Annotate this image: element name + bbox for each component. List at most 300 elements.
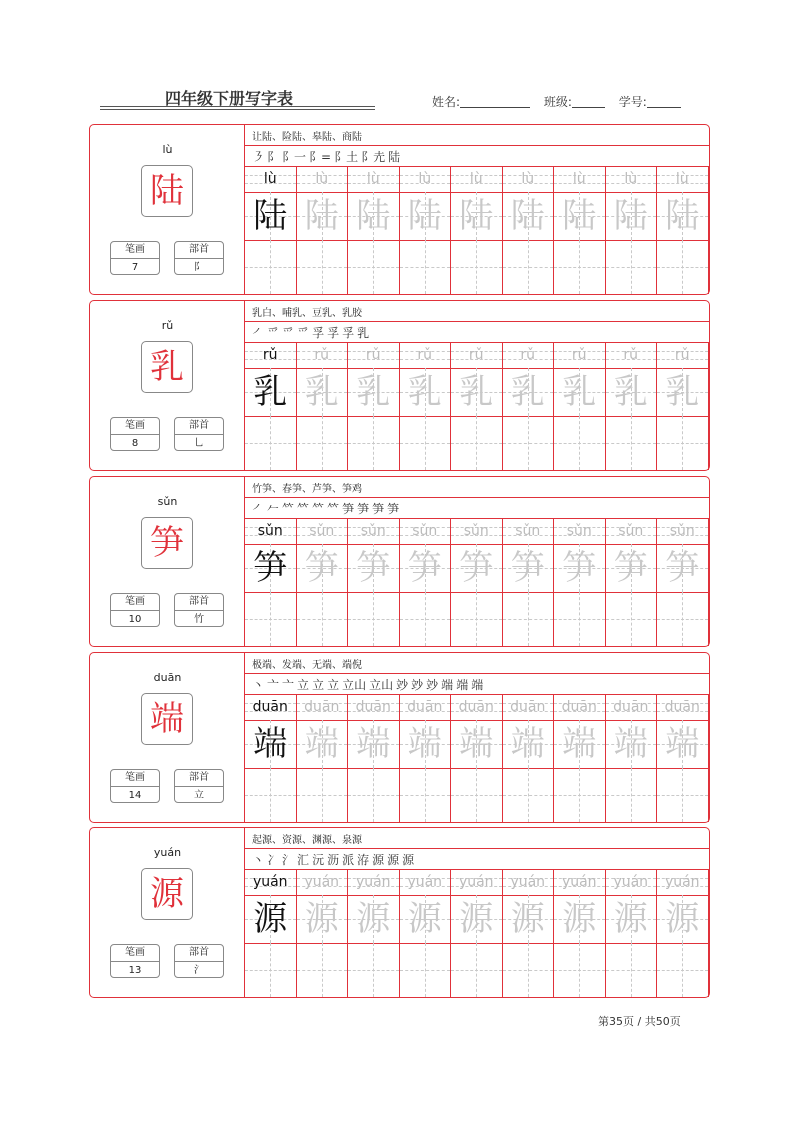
empty-writing-cell[interactable] [657,240,709,294]
radical-value: 乚 [194,438,204,449]
character-card [89,124,710,295]
character-practice-cell[interactable] [297,720,349,768]
pinyin-practice-cell[interactable] [400,167,452,192]
radical-label: 部首 [175,945,223,962]
empty-writing-cell[interactable] [554,592,606,646]
stroke-step: 𥫗 [282,502,295,516]
character-trace: 端 [407,724,442,764]
character-practice-cell[interactable] [400,720,452,768]
character-trace: 笋 [304,548,339,588]
stroke-count-label: 笔画 [111,770,159,787]
example-words: 让陆、险陆、皋陆、商陆 [252,132,362,143]
character-trace: 乳 [510,372,545,412]
pinyin-trace: rǔ [468,347,484,363]
character-box [141,868,193,920]
character-trace: 源 [356,899,391,939]
pinyin-trace: yuán [355,874,391,890]
example-words: 极端、发端、无端、端倪 [252,660,362,671]
character-pinyin: duān [153,671,182,684]
empty-writing-cell[interactable] [245,592,297,646]
character-trace: 陆 [665,196,700,236]
empty-writing-cell[interactable] [297,416,349,470]
name-field[interactable] [460,95,530,108]
stroke-step: 𥫗 [312,502,325,516]
radical-label: 部首 [175,594,223,611]
empty-writing-cell[interactable] [297,240,349,294]
character-trace: 陆 [253,196,288,236]
pinyin-practice-cell[interactable] [657,695,709,720]
pinyin-trace: rǔ [262,347,278,363]
pinyin-practice-cell[interactable] [606,695,658,720]
character-trace: 笋 [665,548,700,588]
pinyin-trace: lù [521,171,535,187]
character-practice-cell[interactable] [451,368,503,416]
pinyin-practice-cell[interactable] [297,870,349,895]
pinyin-trace: duān [304,699,340,715]
character-practice-cell[interactable] [503,720,555,768]
character-card [89,300,710,471]
empty-writing-cell[interactable] [245,240,297,294]
pinyin-practice-cell[interactable] [245,519,297,544]
empty-writing-cell[interactable] [297,943,349,997]
character-trace: 笋 [253,548,288,588]
pinyin-practice-cell[interactable] [606,167,658,192]
pinyin-trace: sǔn [566,523,592,539]
character-practice-cell[interactable] [657,895,709,943]
radical-value: 氵 [194,965,204,976]
pinyin-practice-cell[interactable] [657,343,709,368]
stroke-step: 端 [471,678,484,692]
stroke-step: 沥 [327,853,340,867]
empty-writing-cell[interactable] [451,240,503,294]
character-practice-cell[interactable] [554,544,606,592]
id-field[interactable] [647,95,681,108]
stroke-step: 源 [402,853,415,867]
character-trace: 乳 [613,372,648,412]
pinyin-practice-cell[interactable] [554,167,606,192]
name-label: 姓名: [432,95,461,109]
character-trace: 陆 [459,196,494,236]
pinyin-practice-cell[interactable] [297,519,349,544]
character-practice-cell[interactable] [245,368,297,416]
stroke-count-value: 8 [131,438,139,449]
stroke-step: 阝= [309,150,332,164]
empty-writing-cell[interactable] [554,768,606,822]
pinyin-practice-cell[interactable] [297,167,349,192]
character-box [141,341,193,393]
main-character: 乳 [150,347,184,387]
stroke-count-box [110,417,160,451]
example-words: 乳白、哺乳、豆乳、乳胶 [252,308,362,319]
character-practice-cell[interactable] [503,192,555,240]
empty-writing-cell[interactable] [297,592,349,646]
page-number: 第35页 / 共50页 [598,1015,681,1028]
stroke-step: 爫 [267,326,280,340]
empty-writing-cell[interactable] [554,240,606,294]
stroke-step: 丶 [252,678,265,692]
pinyin-trace: yuán [304,874,340,890]
radical-label: 部首 [175,418,223,435]
stroke-step: 汇 [297,853,310,867]
character-practice-cell[interactable] [657,368,709,416]
character-practice-cell[interactable] [348,895,400,943]
character-practice-cell[interactable] [503,368,555,416]
empty-writing-cell[interactable] [297,768,349,822]
pinyin-trace: yuán [510,874,546,890]
pinyin-practice-cell[interactable] [245,695,297,720]
pinyin-trace: rǔ [520,347,536,363]
pinyin-practice-cell[interactable] [245,870,297,895]
character-card [89,827,710,998]
pinyin-practice-cell[interactable] [503,343,555,368]
pinyin-practice-cell[interactable] [657,519,709,544]
pinyin-practice-cell[interactable] [606,870,658,895]
empty-writing-cell[interactable] [503,416,555,470]
empty-writing-cell[interactable] [606,943,658,997]
pinyin-practice-cell[interactable] [451,695,503,720]
character-trace: 端 [562,724,597,764]
empty-writing-cell[interactable] [245,768,297,822]
character-practice-cell[interactable] [297,895,349,943]
pinyin-trace: rǔ [417,347,433,363]
character-trace: 陆 [510,196,545,236]
empty-writing-cell[interactable] [348,943,400,997]
character-practice-cell[interactable] [245,720,297,768]
character-practice-cell[interactable] [606,368,658,416]
character-info-panel [90,301,245,470]
class-field[interactable] [572,95,605,108]
character-trace: 乳 [459,372,494,412]
character-practice-cell[interactable] [245,895,297,943]
pinyin-trace: lù [572,171,586,187]
empty-writing-cell[interactable] [657,592,709,646]
empty-writing-cell[interactable] [606,416,658,470]
empty-writing-cell[interactable] [348,768,400,822]
character-trace: 笋 [510,548,545,588]
pinyin-trace: duān [613,699,649,715]
character-practice-cell[interactable] [400,895,452,943]
character-practice-cell[interactable] [400,368,452,416]
empty-writing-cell[interactable] [245,416,297,470]
character-practice-cell[interactable] [554,368,606,416]
character-info-panel [90,125,245,294]
character-info-panel [90,653,245,822]
empty-writing-cell[interactable] [606,592,658,646]
main-character: 端 [150,699,184,739]
empty-writing-cell[interactable] [554,943,606,997]
stroke-step: 端 [456,678,469,692]
stroke-step: 孚 [342,326,355,340]
pinyin-practice-cell[interactable] [400,695,452,720]
stroke-step: 𥫗 [297,502,310,516]
stroke-step: 𠂉 [267,502,280,516]
pinyin-practice-cell[interactable] [503,519,555,544]
pinyin-practice-cell[interactable] [297,695,349,720]
pinyin-trace: yuán [252,874,288,890]
character-trace: 端 [665,724,700,764]
pinyin-practice-cell[interactable] [451,870,503,895]
character-practice-cell[interactable] [657,544,709,592]
radical-box [174,944,224,978]
empty-writing-cell[interactable] [554,416,606,470]
character-pinyin: lù [162,143,173,156]
pinyin-practice-cell[interactable] [348,343,400,368]
stroke-step: 源 [387,853,400,867]
character-practice-cell[interactable] [245,192,297,240]
stroke-count-label: 笔画 [111,242,159,259]
stroke-step: 端 [441,678,454,692]
character-trace: 陆 [356,196,391,236]
pinyin-practice-cell[interactable] [554,519,606,544]
pinyin-practice-cell[interactable] [554,695,606,720]
student-fields [432,93,691,110]
pinyin-trace: duān [510,699,546,715]
radical-label: 部首 [175,770,223,787]
pinyin-practice-cell[interactable] [503,870,555,895]
empty-writing-cell[interactable] [400,592,452,646]
character-box [141,517,193,569]
character-box [141,165,193,217]
character-practice-cell[interactable] [297,192,349,240]
pinyin-trace: duān [407,699,443,715]
id-label: 学号: [618,95,647,109]
empty-writing-cell[interactable] [606,768,658,822]
stroke-step: 立山 [369,678,394,692]
pinyin-practice-cell[interactable] [657,167,709,192]
empty-writing-cell[interactable] [606,240,658,294]
character-practice-cell[interactable] [606,720,658,768]
character-practice-cell[interactable] [400,544,452,592]
stroke-step: 源 [372,853,385,867]
stroke-step: 乳 [357,326,370,340]
stroke-step: 氵 [282,853,295,867]
character-trace: 笋 [356,548,391,588]
pinyin-practice-cell[interactable] [503,167,555,192]
stroke-count-label: 笔画 [111,594,159,611]
main-character: 陆 [150,171,184,211]
pinyin-practice-cell[interactable] [503,695,555,720]
pinyin-trace: yuán [664,874,700,890]
empty-writing-cell[interactable] [657,416,709,470]
stroke-count-value: 10 [128,614,142,625]
pinyin-practice-cell[interactable] [245,167,297,192]
pinyin-practice-cell[interactable] [348,167,400,192]
character-practice-cell[interactable] [348,368,400,416]
character-trace: 乳 [253,372,288,412]
empty-writing-cell[interactable] [348,240,400,294]
stroke-order [252,321,372,341]
character-card [89,652,710,823]
pinyin-trace: lù [675,171,689,187]
character-practice-cell[interactable] [503,544,555,592]
character-practice-cell[interactable] [503,895,555,943]
stroke-count-value: 13 [128,965,142,976]
empty-writing-cell[interactable] [451,943,503,997]
stroke-count-box [110,944,160,978]
stroke-order [252,145,403,165]
character-pinyin: rǔ [161,319,174,332]
practice-area [245,301,709,470]
character-pinyin: yuán [153,846,182,859]
pinyin-trace: yuán [613,874,649,890]
pinyin-practice-cell[interactable] [606,519,658,544]
character-info-panel [90,477,245,646]
pinyin-trace: yuán [561,874,597,890]
pinyin-trace: rǔ [623,347,639,363]
pinyin-practice-cell[interactable] [657,870,709,895]
pinyin-practice-cell[interactable] [297,343,349,368]
character-trace: 源 [613,899,648,939]
stroke-step: 阝土 [334,150,359,164]
stroke-step: 立 [297,678,310,692]
character-practice-cell[interactable] [554,720,606,768]
stroke-step: 丶 [252,853,265,867]
stroke-step: 洊 [357,853,370,867]
character-practice-cell[interactable] [606,895,658,943]
stroke-step: 竗 [426,678,439,692]
stroke-step: 笋 [387,502,400,516]
radical-value: 阝 [194,262,204,273]
pinyin-trace: lù [366,171,380,187]
worksheet-title: 四年级下册写字表 [165,89,294,108]
empty-writing-cell[interactable] [451,768,503,822]
stroke-count-label: 笔画 [111,418,159,435]
pinyin-practice-cell[interactable] [554,870,606,895]
empty-writing-cell[interactable] [657,943,709,997]
stroke-step: ㇒ [252,326,265,340]
character-trace: 端 [459,724,494,764]
pinyin-practice-cell[interactable] [348,870,400,895]
empty-writing-cell[interactable] [400,943,452,997]
character-trace: 源 [407,899,442,939]
pinyin-practice-cell[interactable] [451,343,503,368]
empty-writing-cell[interactable] [348,592,400,646]
practice-area [245,828,709,997]
practice-area [245,477,709,646]
class-label: 班级: [543,95,572,109]
character-trace: 笋 [613,548,648,588]
character-practice-cell[interactable] [297,368,349,416]
character-trace: 端 [510,724,545,764]
pinyin-practice-cell[interactable] [451,519,503,544]
pinyin-practice-cell[interactable] [400,343,452,368]
stroke-count-box [110,241,160,275]
radical-box [174,417,224,451]
character-trace: 乳 [562,372,597,412]
stroke-step: 笋 [357,502,370,516]
empty-writing-cell[interactable] [451,592,503,646]
pinyin-practice-cell[interactable] [348,695,400,720]
pinyin-trace: sǔn [669,523,695,539]
stroke-count-box [110,593,160,627]
character-practice-cell[interactable] [297,544,349,592]
character-trace: 端 [253,724,288,764]
stroke-order [252,673,486,693]
empty-writing-cell[interactable] [451,416,503,470]
pinyin-practice-cell[interactable] [400,870,452,895]
empty-writing-cell[interactable] [400,416,452,470]
radical-box [174,769,224,803]
title-underline [100,106,375,107]
pinyin-trace: lù [263,171,277,187]
stroke-step: 立 [327,678,340,692]
character-trace: 陆 [407,196,442,236]
pinyin-trace: yuán [458,874,494,890]
character-card [89,476,710,647]
character-trace: 端 [613,724,648,764]
radical-box [174,593,224,627]
empty-writing-cell[interactable] [400,240,452,294]
character-trace: 端 [304,724,339,764]
character-practice-cell[interactable] [400,192,452,240]
pinyin-practice-cell[interactable] [400,519,452,544]
pinyin-practice-cell[interactable] [606,343,658,368]
stroke-step: 阝圥 [361,150,386,164]
empty-writing-cell[interactable] [245,943,297,997]
pinyin-trace: lù [315,171,329,187]
character-practice-cell[interactable] [606,192,658,240]
radical-label: 部首 [175,242,223,259]
character-practice-cell[interactable] [451,895,503,943]
main-character: 源 [150,874,184,914]
character-practice-cell[interactable] [606,544,658,592]
character-trace: 源 [459,899,494,939]
pinyin-trace: sǔn [360,523,386,539]
character-practice-cell[interactable] [657,192,709,240]
stroke-step: 竗 [411,678,424,692]
empty-writing-cell[interactable] [503,943,555,997]
character-practice-cell[interactable] [554,895,606,943]
pinyin-practice-cell[interactable] [348,519,400,544]
character-practice-cell[interactable] [245,544,297,592]
stroke-step: 阝一 [282,150,307,164]
pinyin-practice-cell[interactable] [451,167,503,192]
pinyin-trace: sǔn [618,523,644,539]
character-practice-cell[interactable] [348,720,400,768]
empty-writing-cell[interactable] [503,768,555,822]
stroke-step: 亠 [282,678,295,692]
character-trace: 乳 [304,372,339,412]
stroke-step: ㇒ [252,502,265,516]
character-trace: 陆 [562,196,597,236]
character-practice-cell[interactable] [451,192,503,240]
pinyin-trace: lù [469,171,483,187]
pinyin-trace: rǔ [314,347,330,363]
empty-writing-cell[interactable] [400,768,452,822]
character-box [141,693,193,745]
empty-writing-cell[interactable] [503,592,555,646]
pinyin-practice-cell[interactable] [554,343,606,368]
character-practice-cell[interactable] [554,192,606,240]
empty-writing-cell[interactable] [657,768,709,822]
stroke-step: ㇋ [252,150,265,164]
character-practice-cell[interactable] [657,720,709,768]
stroke-count-value: 14 [128,790,142,801]
empty-writing-cell[interactable] [348,416,400,470]
stroke-step: 沅 [312,853,325,867]
character-practice-cell[interactable] [348,544,400,592]
practice-area [245,653,709,822]
stroke-step: 𥫗 [327,502,340,516]
empty-writing-cell[interactable] [503,240,555,294]
stroke-step: 冫 [267,853,280,867]
pinyin-practice-cell[interactable] [245,343,297,368]
stroke-order [252,497,402,517]
character-practice-cell[interactable] [348,192,400,240]
pinyin-trace: duān [561,699,597,715]
character-practice-cell[interactable] [451,720,503,768]
character-practice-cell[interactable] [451,544,503,592]
